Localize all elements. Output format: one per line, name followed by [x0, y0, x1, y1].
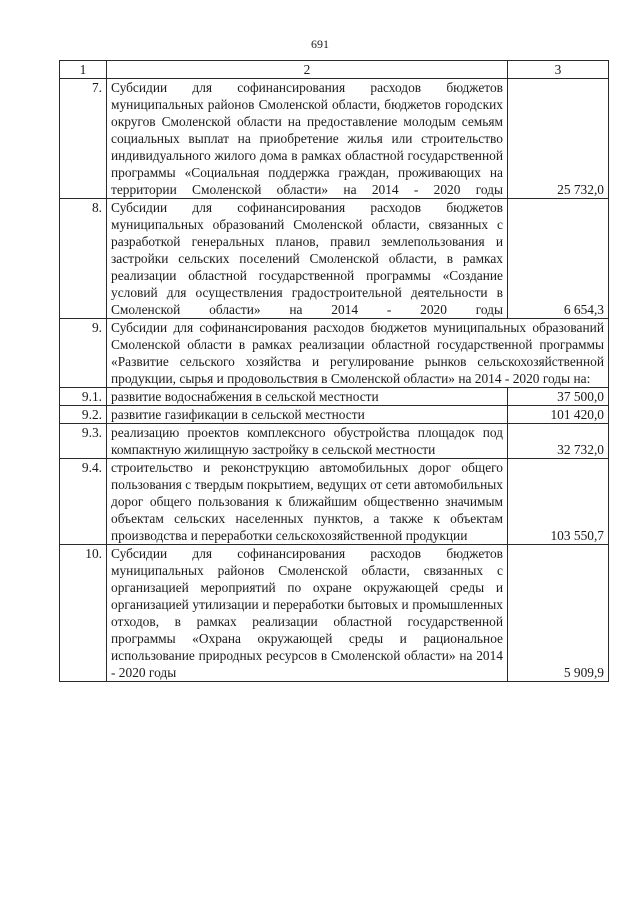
header-col-3: 3	[508, 61, 609, 79]
row-description: развитие газификации в сельской местности	[107, 406, 508, 424]
row-amount: 5 909,9	[508, 545, 609, 682]
row-description: реализацию проектов комплексного обустройства площадок под компактную жилищную застройку в сельской местности	[107, 424, 508, 459]
table-row	[60, 545, 609, 682]
row-number: 7.	[60, 79, 107, 199]
row-amount: 32 732,0	[508, 424, 609, 459]
header-col-1: 1	[60, 61, 107, 79]
table-row	[60, 199, 609, 319]
row-description: строительство и реконструкцию автомобильных дорог общего пользования с твердым покрытием, ведущих от сети автомобильных дорог общего пользования к ближайшим общественно значимым объектам сельских населенных пунктов, а также к объектам производства и переработки сельскохозяйственной продукции	[107, 459, 508, 545]
row-description: Субсидии для софинансирования расходов бюджетов муниципальных образований Смоленской области в рамках реализации областной государственной программы «Развитие сельского хозяйства и регулирование рынков сельскохозяйственной продукции, сырья и продовольствия в Смоленской области» на 2014 - 2020 годы на:	[107, 319, 609, 388]
row-number: 9.4.	[60, 459, 107, 545]
row-amount: 101 420,0	[508, 406, 609, 424]
row-amount: 25 732,0	[508, 79, 609, 199]
row-amount: 6 654,3	[508, 199, 609, 319]
page-number: 691	[311, 37, 329, 51]
row-amount: 37 500,0	[508, 388, 609, 406]
row-number: 10.	[60, 545, 107, 682]
row-number: 9.3.	[60, 424, 107, 459]
row-number: 9.1.	[60, 388, 107, 406]
header-col-2: 2	[107, 61, 508, 79]
row-description: Субсидии для софинансирования расходов бюджетов муниципальных районов Смоленской области, бюджетов городских округов Смоленской области на предоставление молодым семьям социальных выплат на приобретение жилья или строительство индивидуального жилого дома в рамках областной государственной программы «Социальная поддержка граждан, проживающих на территории Смоленской области» на 2014 - 2020 годы	[107, 79, 508, 199]
table-row	[60, 459, 609, 545]
table-row	[60, 319, 609, 388]
row-number: 8.	[60, 199, 107, 319]
table-row	[60, 406, 609, 424]
row-amount: 103 550,7	[508, 459, 609, 545]
table-row	[60, 79, 609, 199]
row-number: 9.2.	[60, 406, 107, 424]
row-number: 9.	[60, 319, 107, 388]
table-row	[60, 388, 609, 406]
row-description: развитие водоснабжения в сельской местности	[107, 388, 508, 406]
table-header-row	[60, 61, 609, 79]
table-row	[60, 424, 609, 459]
row-description: Субсидии для софинансирования расходов бюджетов муниципальных образований Смоленской области, связанных с разработкой генеральных планов, правил землепользования и застройки сельских поселений Смоленской области, в рамках реализации областной государственной программы «Создание условий для осуществления градостроительной деятельности в Смоленской области» на 2014 - 2020 годы	[107, 199, 508, 319]
subsidies-table	[59, 60, 609, 682]
row-description: Субсидии для софинансирования расходов бюджетов муниципальных районов Смоленской области, связанных с организацией мероприятий по охране окружающей среды и организацией утилизации и переработки бытовых и промышленных отходов, в рамках реализации областной государственной программы «Охрана окружающей среды и рациональное использование природных ресурсов в Смоленской области» на 2014 - 2020 годы	[107, 545, 508, 682]
